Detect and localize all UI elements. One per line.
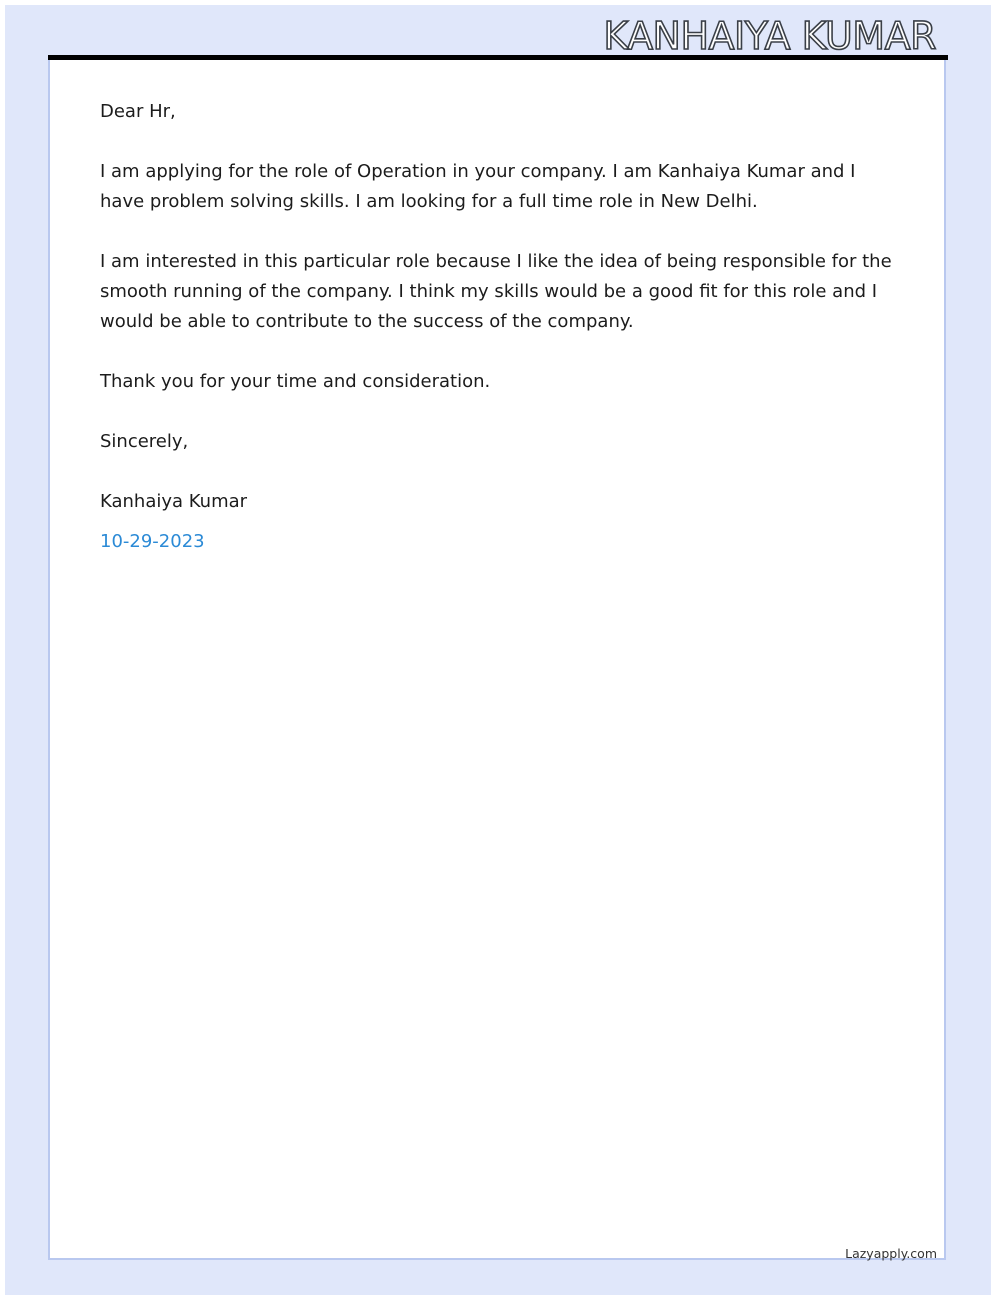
cover-letter-body [100, 97, 900, 557]
applicant-name-header: KANHAIYA KUMAR [603, 14, 936, 58]
letter-date: 10-29-2023 [100, 531, 205, 552]
paragraph-thanks: Thank you for your time and consideration. [100, 371, 491, 392]
signature-name: Kanhaiya Kumar [100, 491, 248, 512]
salutation: Dear Hr, [100, 101, 176, 122]
closing: Sincerely, [100, 431, 189, 452]
footer-brand: Lazyapply.com [845, 1246, 937, 1261]
paragraph-intro: I am applying for the role of Operation in your company. I am Kanhaiya Kumar and I have problem solving skills. I am looking for a full time role in New Delhi. [100, 161, 856, 212]
paragraph-interest: I am interested in this particular role because I like the idea of being responsible for the smooth running of the company. I think my skills would be a good fit for this role and I would be able to contribute to the success of the company. [100, 251, 892, 332]
